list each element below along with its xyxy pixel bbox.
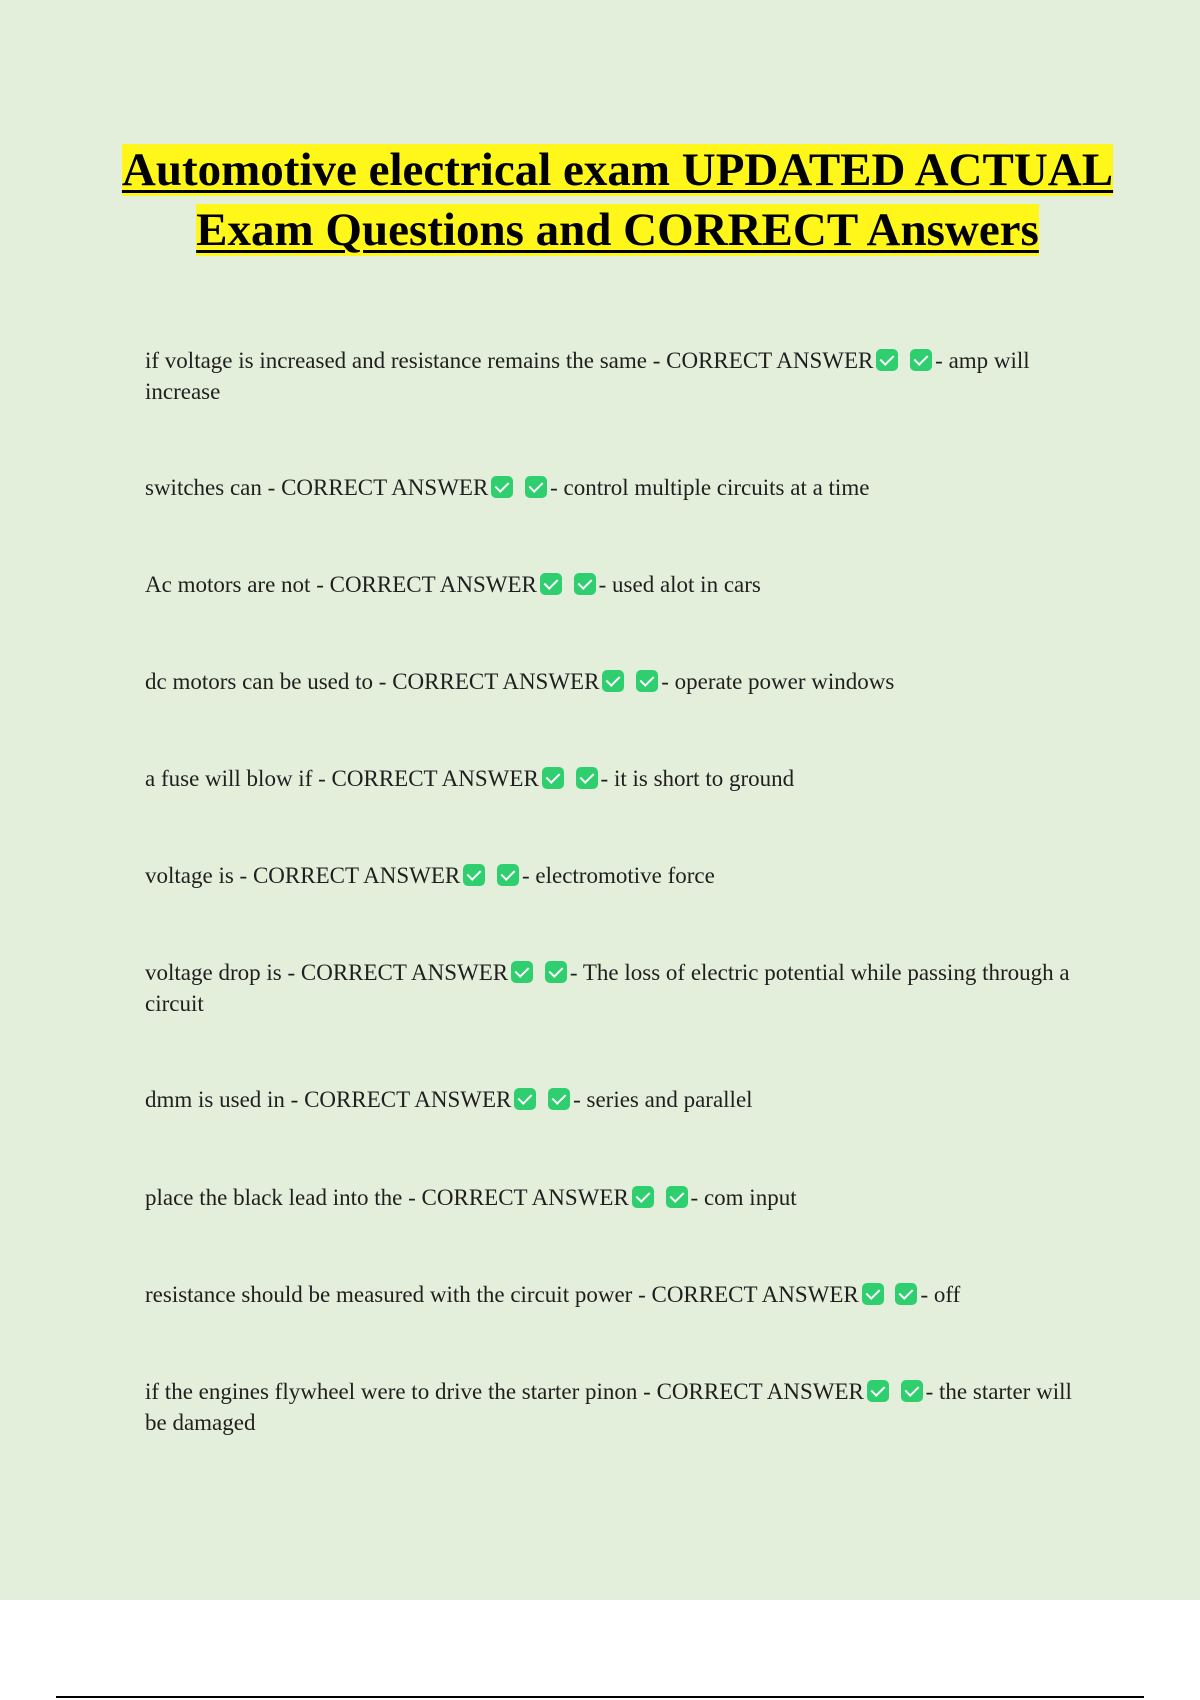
check-mark-icon [574,573,596,595]
check-mark-icon [632,1186,654,1208]
question-text: place the black lead into the [145,1185,403,1210]
answer-text: operate power windows [674,669,895,694]
check-mark-icon [497,864,519,886]
qa-item: voltage drop is - CORRECT ANSWER - The loss of electric potential while passing through a circuit [145,960,1070,1016]
check-mark-icon [491,476,513,498]
answer-marker: CORRECT ANSWER [656,1379,864,1404]
qa-item: a fuse will blow if - CORRECT ANSWER - it is short to ground [145,766,795,791]
check-mark-icon [862,1283,884,1305]
document-title [120,140,1115,260]
question-text: voltage is [145,863,234,888]
answer-marker: CORRECT ANSWER [421,1185,629,1210]
qa-item: if the engines flywheel were to drive the starter pinon - CORRECT ANSWER - the starter will be damaged [145,1379,1072,1435]
qa-item: switches can - CORRECT ANSWER - control multiple circuits at a time [145,475,870,500]
answer-marker: CORRECT ANSWER [331,766,539,791]
footer-divider [56,1696,1144,1698]
answer-marker: CORRECT ANSWER [252,863,461,888]
question-text: voltage drop is [145,960,282,985]
check-mark-icon [901,1380,923,1402]
check-mark-icon [463,864,485,886]
answer-marker: CORRECT ANSWER [304,1087,512,1112]
qa-item: Ac motors are not - CORRECT ANSWER - used alot in cars [145,572,761,597]
check-mark-icon [545,961,567,983]
qa-item: voltage is - CORRECT ANSWER - electromotive force [145,863,715,888]
qa-item: place the black lead into the - CORRECT ANSWER - com input [145,1185,797,1210]
document-title-text: Automotive electrical exam UPDATED ACTUAL Exam Questions and CORRECT Answers [121,144,1114,256]
question-text: dc motors can be used to [145,669,374,694]
check-mark-icon [910,349,932,371]
check-mark-icon [666,1186,688,1208]
answer-text: used alot in cars [612,572,761,597]
qa-item: dmm is used in - CORRECT ANSWER - series and parallel [145,1087,753,1112]
question-text: if the engines flywheel were to drive the starter pinon [145,1379,638,1404]
check-mark-icon [542,767,564,789]
answer-text: The loss of electric potential while passing through a circuit [145,960,1070,1016]
answer-marker: CORRECT ANSWER [281,475,489,500]
answer-text: control multiple circuits at a time [563,475,870,500]
answer-marker: CORRECT ANSWER [300,960,509,985]
answer-text: com input [703,1185,797,1210]
question-text: resistance should be measured with the circuit power [145,1282,633,1307]
question-text: Ac motors are not [145,572,311,597]
answer-text: it is short to ground [613,766,795,791]
check-mark-icon [540,573,562,595]
answer-marker: CORRECT ANSWER [651,1282,859,1307]
check-mark-icon [511,961,533,983]
answer-text: amp will increase [145,348,1030,404]
question-text: dmm is used in [145,1087,285,1112]
check-mark-icon [636,670,658,692]
question-text: if voltage is increased and resistance remains the same [145,348,647,373]
check-mark-icon [548,1088,570,1110]
question-text: a fuse will blow if [145,766,313,791]
check-mark-icon [525,476,547,498]
answer-text: electromotive force [535,863,715,888]
question-text: switches can [145,475,262,500]
check-mark-icon [867,1380,889,1402]
qa-item: dc motors can be used to - CORRECT ANSWER - operate power windows [145,669,895,694]
answer-text: off [933,1282,961,1307]
check-mark-icon [514,1088,536,1110]
check-mark-icon [602,670,624,692]
qa-item: resistance should be measured with the circuit power - CORRECT ANSWER - off [145,1282,961,1307]
answer-marker: CORRECT ANSWER [329,572,537,597]
answer-marker: CORRECT ANSWER [392,669,600,694]
check-mark-icon [876,349,898,371]
answer-text: series and parallel [586,1087,753,1112]
check-mark-icon [895,1283,917,1305]
answer-text: the starter will be damaged [145,1379,1072,1435]
answer-marker: CORRECT ANSWER [666,348,874,373]
qa-item: if voltage is increased and resistance remains the same - CORRECT ANSWER - amp will increase [145,348,1030,404]
check-mark-icon [576,767,598,789]
